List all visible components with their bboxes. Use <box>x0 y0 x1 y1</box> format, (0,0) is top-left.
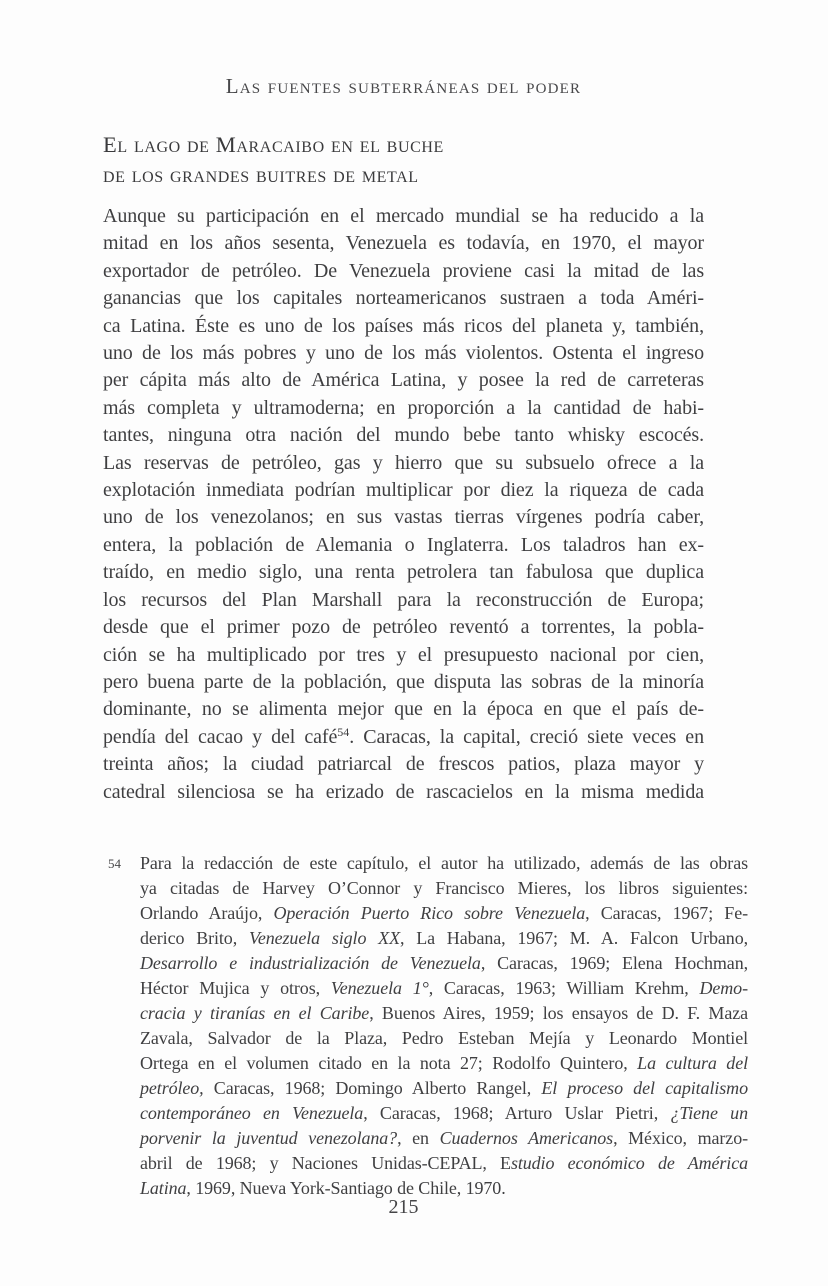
fn-line: contemporáneo en Venezuela, Caracas, 1968; Arturo Uslar Pietri, ¿Tiene un <box>140 1103 748 1123</box>
fn-line: derico Brito, Venezuela siglo XX, La Habana, 1967; M. A. Falcon Urbano, <box>140 928 748 948</box>
fn-line: Héctor Mujica y otros, Venezuela 1°, Caracas, 1963; William Krehm, Demo- <box>140 978 748 998</box>
section-title <box>103 130 704 190</box>
body-line: más completa y ultramoderna; en proporción a la cantidad de habi- <box>103 396 704 419</box>
body-line: pero buena parte de la población, que disputa las sobras de la minoría <box>103 670 704 693</box>
running-head: Las fuentes subterráneas del poder <box>225 74 582 98</box>
fn-line: Zavala, Salvador de la Plaza, Pedro Esteban Mejía y Leonardo Montiel <box>140 1028 748 1048</box>
body-line: ción se ha multiplicado por tres y el presupuesto nacional por cien, <box>103 643 704 666</box>
body-line: Aunque su participación en el mercado mundial se ha reducido a la <box>103 205 704 227</box>
body-line: Las reservas de petróleo, gas y hierro que su subsuelo ofrece a la <box>103 451 704 474</box>
body-line: per cápita más alto de América Latina, y posee la red de carreteras <box>103 369 704 392</box>
page-number: 215 <box>388 1196 419 1218</box>
fn-line: Para la redacción de este capítulo, el autor ha utilizado, además de las obras <box>140 853 748 873</box>
body-line: uno de los más pobres y uno de los más violentos. Ostenta el ingreso <box>103 342 704 365</box>
fn-line: Latina, 1969, Nueva York-Santiago de Chile, 1970. <box>140 1178 506 1198</box>
body-line: los recursos del Plan Marshall para la reconstrucción de Europa; <box>103 588 704 611</box>
footnote-marker: 54 <box>108 856 121 871</box>
body-line: uno de los venezolanos; en sus vastas tierras vírgenes podría caber, <box>103 506 704 529</box>
fn-line: porvenir la juventud venezolana?, en Cuadernos Americanos, México, marzo- <box>140 1128 748 1148</box>
fn-line: Desarrollo e industrialización de Venezuela, Caracas, 1969; Elena Hochman, <box>140 953 748 973</box>
body-line: pendía del cacao y del café$^{54}$. Caracas, la capital, creció siete veces en <box>103 724 704 748</box>
body-line: explotación inmediata podrían multiplicar por diez la riqueza de cada <box>103 479 704 502</box>
body-line: desde que el primer pozo de petróleo reventó a torrentes, la pobla- <box>103 616 704 639</box>
fn-line: cracia y tiranías en el Caribe, Buenos Aires, 1959; los ensayos de D. F. Maza <box>140 1003 748 1023</box>
fn-line: Ortega en el volumen citado en la nota 27; Rodolfo Quintero, La cultura del <box>140 1053 749 1073</box>
fn-line: petróleo, Caracas, 1968; Domingo Alberto Rangel, El proceso del capitalismo <box>140 1078 748 1098</box>
body-line: mitad en los años sesenta, Venezuela es todavía, en 1970, el mayor <box>103 232 704 255</box>
footnote-text <box>140 851 748 1201</box>
body-line: dominante, no se alimenta mejor que en la época en que el país de- <box>103 698 704 721</box>
body-line: catedral silenciosa se ha erizado de rascacielos en la misma medida <box>103 780 704 803</box>
footnote-reference: 54 <box>337 724 350 739</box>
body-line: entera, la población de Alemania o Inglaterra. Los taladros han ex- <box>103 533 704 556</box>
body-line: treinta años; la ciudad patriarcal de frescos patios, plaza mayor y <box>103 753 704 776</box>
body-line: ganancias que los capitales norteamericanos sustraen a toda Améri- <box>103 287 704 310</box>
fn-line: abril de 1968; y Naciones Unidas-CEPAL, Estudio económico de América <box>140 1153 749 1173</box>
body-text <box>103 203 704 806</box>
body-line: ca Latina. Éste es uno de los países más ricos del planeta y, también, <box>103 314 704 337</box>
body-line: traído, en medio siglo, una renta petrolera tan fabulosa que duplica <box>103 561 704 584</box>
body-line: exportador de petróleo. De Venezuela proviene casi la mitad de las <box>103 259 704 282</box>
section-title-line-1: El lago de Maracaibo en el buche <box>103 132 444 157</box>
section-title-line-2: de los grandes buitres de metal <box>103 162 419 187</box>
fn-line: Orlando Araújo, Operación Puerto Rico sobre Venezuela, Caracas, 1967; Fe- <box>140 903 748 923</box>
fn-line: ya citadas de Harvey O’Connor y Francisco Mieres, los libros siguientes: <box>140 878 748 898</box>
body-line: tantes, ninguna otra nación del mundo bebe tanto whisky escocés. <box>103 424 704 447</box>
